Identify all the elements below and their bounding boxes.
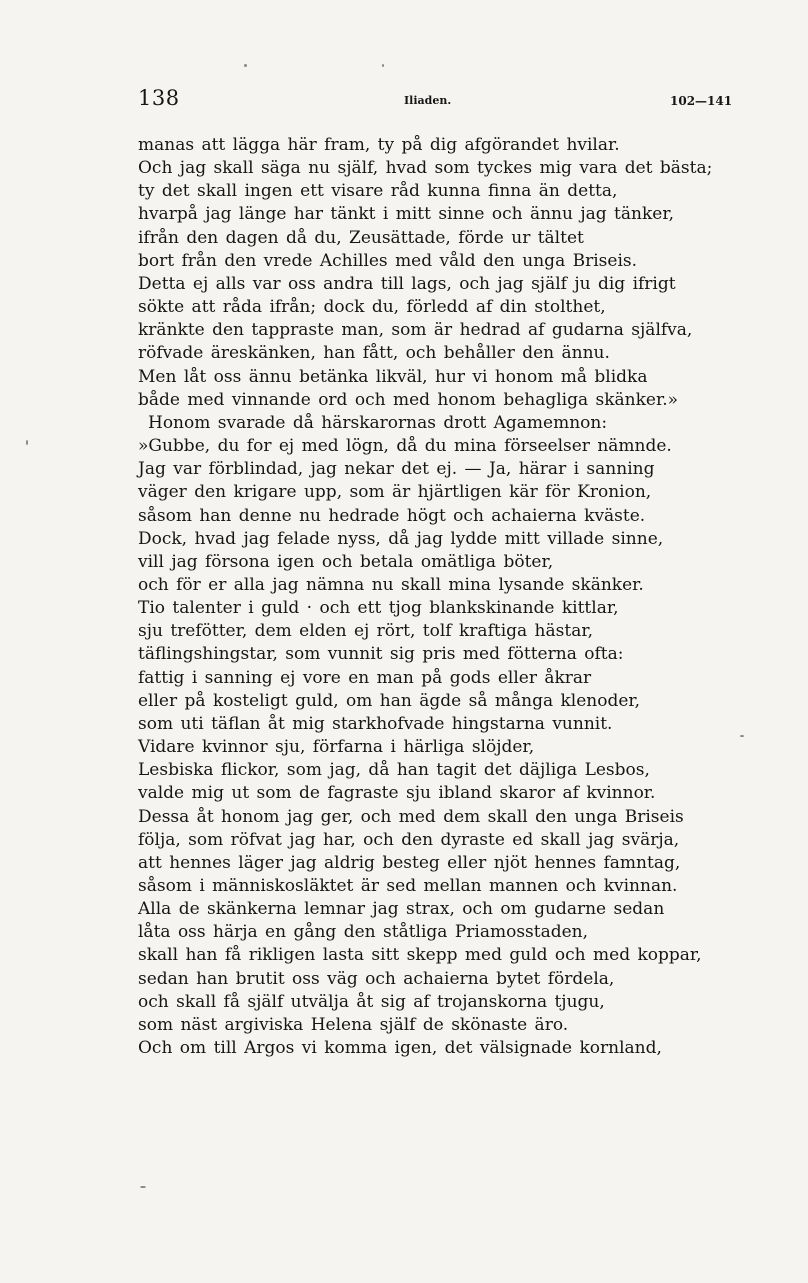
text-line: som uti täflan åt mig starkhofvade hingstarna vunnit.	[138, 713, 613, 734]
scan-speck	[382, 64, 384, 67]
text-line: bort från den vrede Achilles med våld den unga Briseis.	[138, 250, 638, 271]
text-line: hvarpå jag länge har tänkt i mitt sinne och ännu jag tänker,	[138, 204, 674, 225]
text-line: Jag var förblindad, jag nekar det ej. — Ja, härar i sanning	[138, 459, 655, 480]
text-line: kränkte den tappraste man, som är hedrad af gudarna själfva,	[138, 320, 693, 341]
text-line: låta oss härja en gång den ståtliga Priamosstaden,	[138, 922, 589, 943]
text-line: eller på kosteligt guld, om han ägde så många klenoder,	[138, 690, 641, 711]
text-line: manas att lägga här fram, ty på dig afgörandet hvilar.	[138, 135, 620, 155]
text-line: och för er alla jag nämna nu skall mina lysande skänker.	[138, 574, 644, 595]
text-line: ty det skall ingen ett visare råd kunna finna än detta,	[138, 181, 618, 202]
text-line: Och om till Argos vi komma igen, det välsignade kornland,	[138, 1038, 662, 1059]
text-line: sju trefötter, dem elden ej rört, tolf kraftiga hästar,	[138, 621, 593, 642]
text-line: sökte att råda ifrån; dock du, förledd af din stolthet,	[138, 297, 606, 318]
text-line: både med vinnande ord och med honom behagliga skänker.»	[138, 389, 679, 410]
text-line: skall han få rikligen lasta sitt skepp med guld och med koppar,	[138, 945, 702, 966]
running-title: Iliaden.	[404, 94, 452, 107]
scan-speck	[740, 735, 744, 737]
text-line: såsom i människosläktet är sed mellan mannen och kvinnan.	[138, 876, 678, 896]
text-line: valde mig ut som de fagraste sju ibland skaror af kvinnor.	[138, 783, 656, 804]
page-header	[0, 86, 808, 116]
text-line: Dessa åt honom jag ger, och med dem skall den unga Briseis	[138, 806, 684, 827]
verse-line-range: 102—141	[670, 94, 733, 108]
text-line: sedan han brutit oss väg och achaierna bytet fördela,	[138, 968, 615, 989]
scan-speck	[140, 1186, 146, 1188]
text-line: »Gubbe, du for ej med lögn, då du mina förseelser nämnde.	[138, 436, 672, 457]
scan-speck	[244, 64, 247, 67]
text-line: Tio talenter i guld · och ett tjog blankskinande kittlar,	[138, 598, 619, 619]
text-line: täflingshingstar, som vunnit sig pris med fötterna ofta:	[138, 644, 624, 665]
poem-text	[138, 134, 738, 1060]
text-line: vill jag försona igen och betala omätliga böter,	[138, 551, 554, 572]
text-line: väger den krigare upp, som är hjärtligen kär för Kronion,	[138, 482, 652, 503]
text-line: Honom svarade då härskarornas drott Agamemnon:	[148, 412, 608, 433]
text-line: såsom han denne nu hedrade högt och achaierna kväste.	[138, 505, 646, 526]
text-line: Men låt oss ännu betänka likväl, hur vi honom må blidka	[138, 366, 648, 387]
text-line: följa, som röfvat jag har, och den dyraste ed skall jag svärja,	[138, 829, 680, 850]
text-line: fattig i sanning ej vore en man på gods eller åkrar	[138, 667, 592, 688]
scan-speck	[26, 440, 28, 445]
text-line: Dock, hvad jag felade nyss, då jag lydde mitt villade sinne,	[138, 528, 664, 549]
text-line: Lesbiska flickor, som jag, då han tagit det däjliga Lesbos,	[138, 760, 650, 781]
text-line: ifrån den dagen då du, Zeusättade, förde ur tältet	[138, 227, 584, 248]
text-line: Vidare kvinnor sju, förfarna i härliga slöjder,	[138, 737, 535, 758]
page-number: 138	[138, 86, 180, 110]
text-line: Och jag skall säga nu själf, hvad som tyckes mig vara det bästa;	[138, 158, 713, 179]
text-line: och skall få själf utvälja åt sig af trojanskorna tjugu,	[138, 991, 605, 1012]
text-line: som näst argiviska Helena själf de skönaste äro.	[138, 1014, 569, 1035]
text-line: att hennes läger jag aldrig besteg eller njöt hennes famntag,	[138, 852, 681, 873]
text-line: Alla de skänkerna lemnar jag strax, och om gudarne sedan	[138, 899, 665, 920]
text-line: Detta ej alls var oss andra till lags, och jag själf ju dig ifrigt	[138, 273, 676, 294]
text-line: röfvade äreskänken, han fått, och behåller den ännu.	[138, 343, 610, 364]
